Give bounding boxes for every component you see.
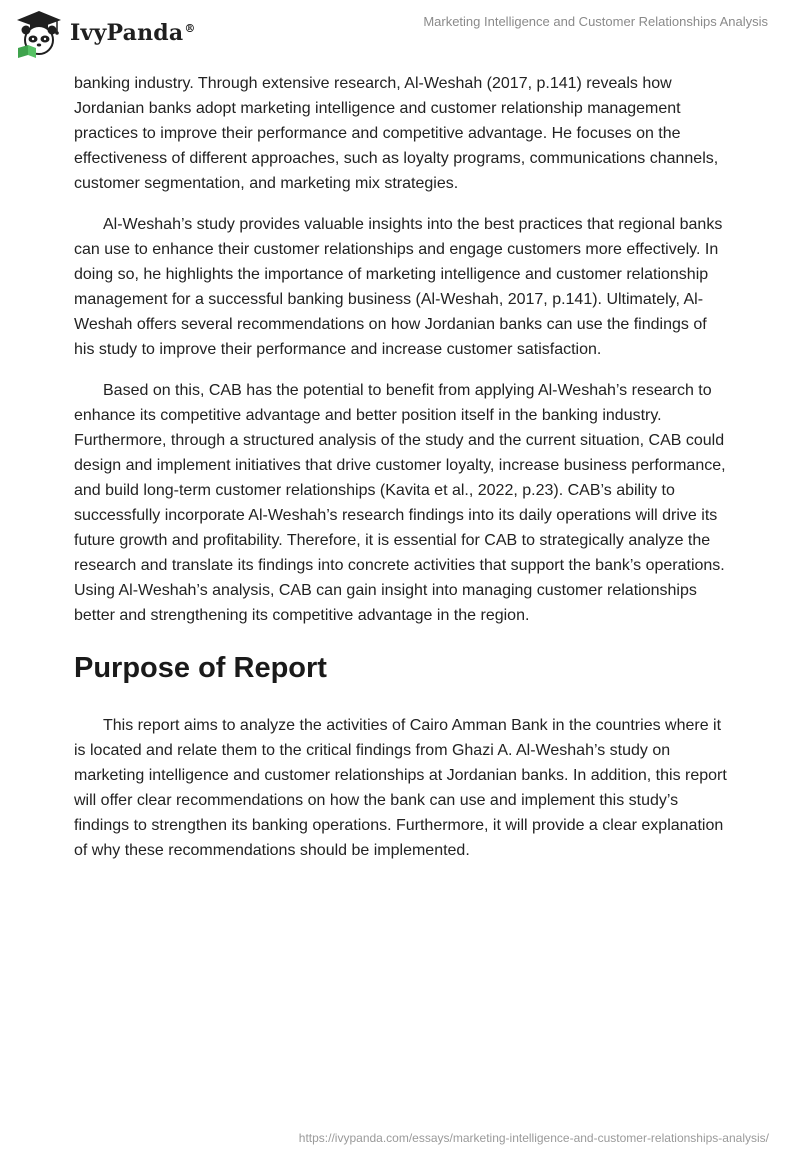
document-title: Marketing Intelligence and Customer Relationships Analysis [423,14,768,29]
section-heading: Purpose of Report [74,652,327,684]
source-url[interactable]: https://ivypanda.com/essays/marketing-intelligence-and-customer-relationships-analysis/ [298,1131,769,1145]
essay-body [74,71,730,863]
paragraph-continued: banking industry. Through extensive research, Al-Weshah (2017, p.141) reveals how Jordanian banks adopt marketing intelligence and customer relationship management practices to improve their performance and competitive advantage. He focuses on the effectiveness of different approaches, such as loyalty programs, communications channels, customer segmentation, and marketing mix strategies. [74,75,719,192]
ivypanda-logo[interactable] [14,8,196,58]
panda-graduate-icon [14,8,64,58]
paragraph: This report aims to analyze the activities of Cairo Amman Bank in the countries where it is located and relate them to the critical findings from Ghazi A. Al-Weshah’s study on marketing intelligence and customer relationships at Jordanian banks. In addition, this report will offer clear recommendations on how the bank can use and implement this study’s findings to strengthen its banking operations. Furthermore, it will provide a clear explanation of why these recommendations should be implemented. [74,717,727,859]
logo-wordmark: IvyPanda® [70,20,196,46]
paragraph: Based on this, CAB has the potential to benefit from applying Al-Weshah’s research to enhance its competitive advantage and better position itself in the banking industry. Furthermore, through a structured analysis of the study and the current situation, CAB could design and implement initiatives that drive customer loyalty, increase business performance, and build long-term customer relationships (Kavita et al., 2022, p.23). CAB’s ability to successfully incorporate Al-Weshah’s research findings into its daily operations will drive its future growth and profitability. Therefore, it is essential for CAB to strategically analyze the research and translate its findings into concrete activities that support the bank’s operations. Using Al-Weshah’s analysis, CAB can gain insight into managing customer relationships better and strengthening its competitive advantage in the region. [74,382,726,624]
registered-mark: ® [184,21,196,35]
paragraph: Al-Weshah’s study provides valuable insights into the best practices that regional banks can use to enhance their customer relationships and engage customers more effectively. In doing so, he highlights the importance of marketing intelligence and customer relationship management for a successful banking business (Al-Weshah, 2017, p.141). Ultimately, Al-Weshah offers several recommendations on how Jordanian banks can use the findings of his study to improve their performance and increase customer satisfaction. [74,216,723,358]
page-header [0,0,800,64]
